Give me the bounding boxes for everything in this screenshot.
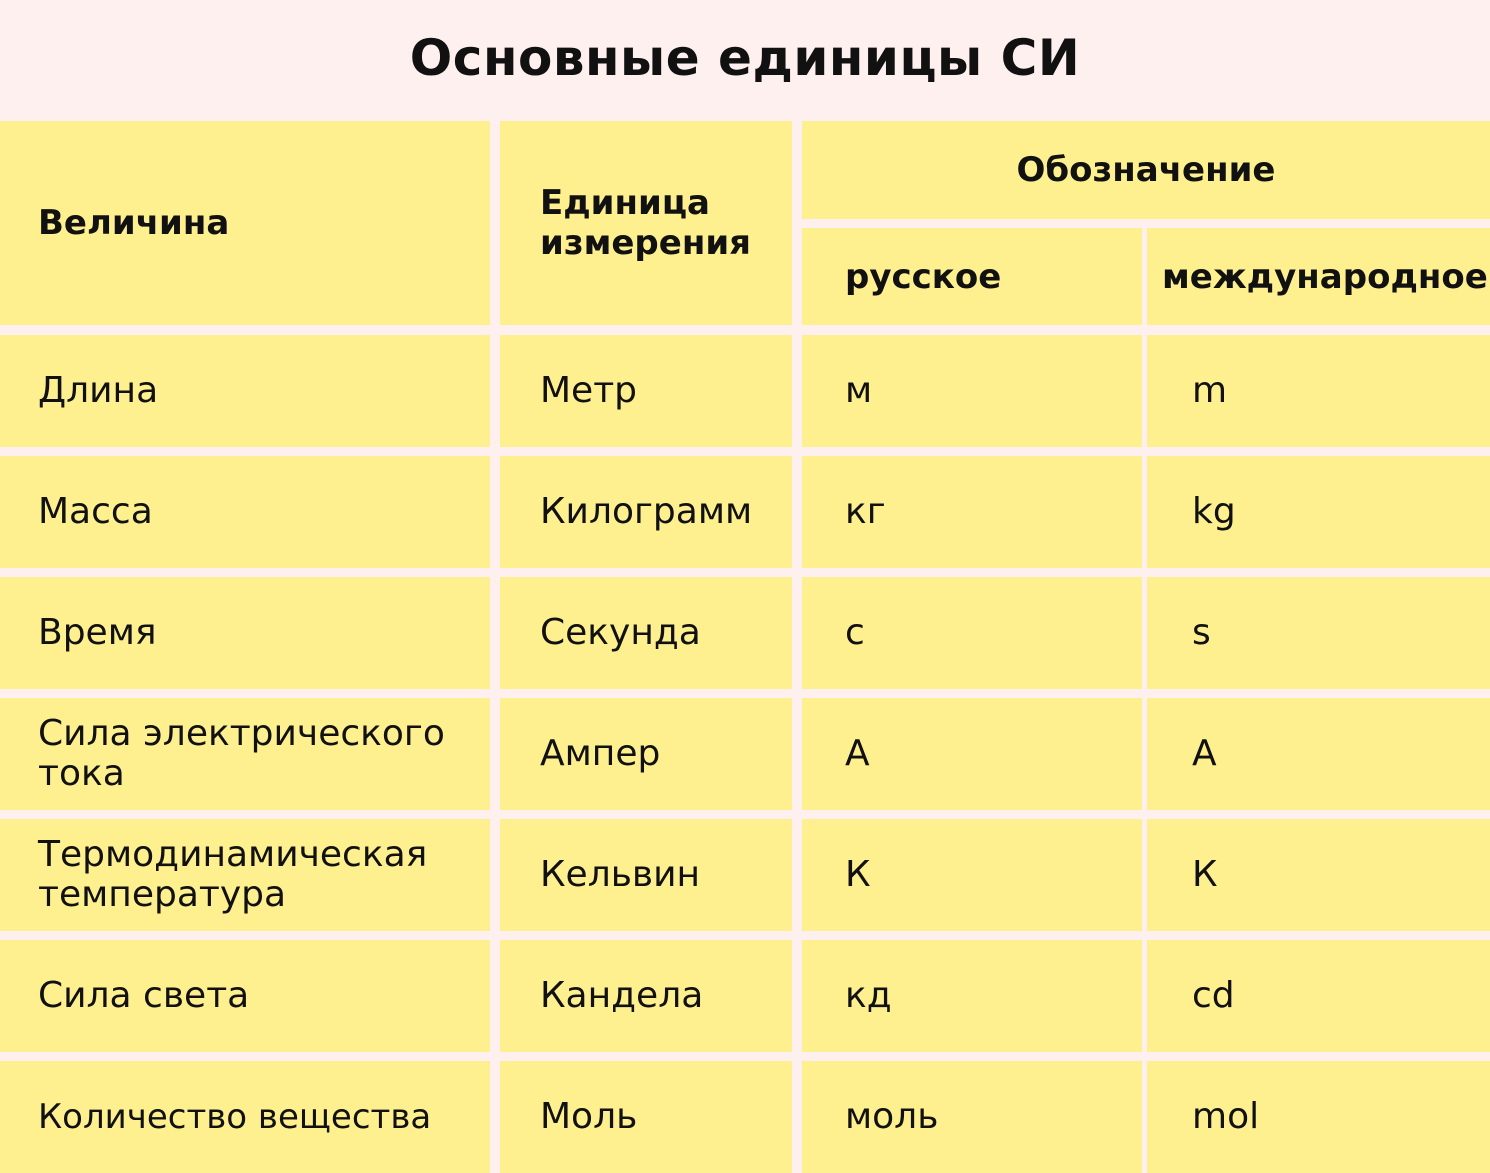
row-6-russian: кд: [845, 975, 892, 1016]
table-row-5-unit: [500, 819, 792, 931]
row-6-international: cd: [1192, 975, 1235, 1016]
table-row-7-quantity: [0, 1061, 490, 1173]
row-1-russian: м: [845, 370, 873, 411]
table-row-6-international: [1147, 940, 1490, 1052]
table-row-4-quantity: [0, 698, 490, 810]
row-5-unit: Кельвин: [540, 854, 701, 895]
table-row-6-unit: [500, 940, 792, 1052]
row-2-russian: кг: [845, 491, 886, 532]
row-3-international: s: [1192, 612, 1211, 653]
table-row-3-international: [1147, 577, 1490, 689]
row-7-unit: Моль: [540, 1096, 638, 1137]
header-russian-label: русское: [845, 256, 1002, 297]
table-row-7-international: [1147, 1061, 1490, 1173]
table-row-4-unit: [500, 698, 792, 810]
row-4-unit: Ампер: [540, 733, 661, 774]
row-4-quantity: Сила электрического тока: [38, 713, 445, 794]
header-unit-label: Единица измерения: [540, 183, 751, 263]
table-row-2-russian: [802, 456, 1142, 568]
table-row-2-international: [1147, 456, 1490, 568]
row-2-international: kg: [1192, 491, 1236, 532]
header-international: [1147, 228, 1490, 325]
row-1-quantity: Длина: [38, 370, 159, 411]
row-6-quantity: Сила света: [38, 975, 250, 1016]
header-russian: [802, 228, 1142, 325]
row-4-russian: А: [845, 733, 870, 774]
table-row-3-unit: [500, 577, 792, 689]
table-row-7-russian: [802, 1061, 1142, 1173]
header-quantity: [0, 121, 490, 325]
row-7-international: mol: [1192, 1096, 1260, 1137]
table-row-4-international: [1147, 698, 1490, 810]
table-row-1-russian: [802, 335, 1142, 447]
row-2-quantity: Масса: [38, 491, 153, 532]
row-7-russian: моль: [845, 1096, 939, 1137]
header-unit: [500, 121, 792, 325]
row-7-quantity: Количество вещества: [38, 1097, 432, 1137]
table-row-7-unit: [500, 1061, 792, 1173]
row-1-international: m: [1192, 370, 1228, 411]
table-row-2-unit: [500, 456, 792, 568]
table-row-4-russian: [802, 698, 1142, 810]
table-row-1-international: [1147, 335, 1490, 447]
header-international-label: международное: [1162, 256, 1488, 297]
table-row-5-russian: [802, 819, 1142, 931]
row-3-quantity: Время: [38, 612, 157, 653]
table-row-3-russian: [802, 577, 1142, 689]
row-5-russian: К: [845, 854, 871, 895]
header-designation-label: Обозначение: [1016, 150, 1276, 190]
table-row-1-unit: [500, 335, 792, 447]
header-designation: [802, 121, 1490, 219]
row-1-unit: Метр: [540, 370, 638, 411]
header-quantity-label: Величина: [38, 203, 230, 243]
page-title: Основные единицы СИ: [409, 29, 1081, 87]
table-row-5-quantity: [0, 819, 490, 931]
table-row-6-russian: [802, 940, 1142, 1052]
row-4-international: А: [1192, 733, 1217, 774]
table-row-5-international: [1147, 819, 1490, 931]
row-3-russian: с: [845, 612, 865, 653]
row-2-unit: Килограмм: [540, 491, 753, 532]
table-row-1-quantity: [0, 335, 490, 447]
table-row-6-quantity: [0, 940, 490, 1052]
row-5-quantity: Термодинамическая температура: [38, 834, 428, 915]
row-5-international: К: [1192, 854, 1218, 895]
table-row-2-quantity: [0, 456, 490, 568]
row-3-unit: Секунда: [540, 612, 701, 653]
row-6-unit: Кандела: [540, 975, 704, 1016]
table-row-3-quantity: [0, 577, 490, 689]
